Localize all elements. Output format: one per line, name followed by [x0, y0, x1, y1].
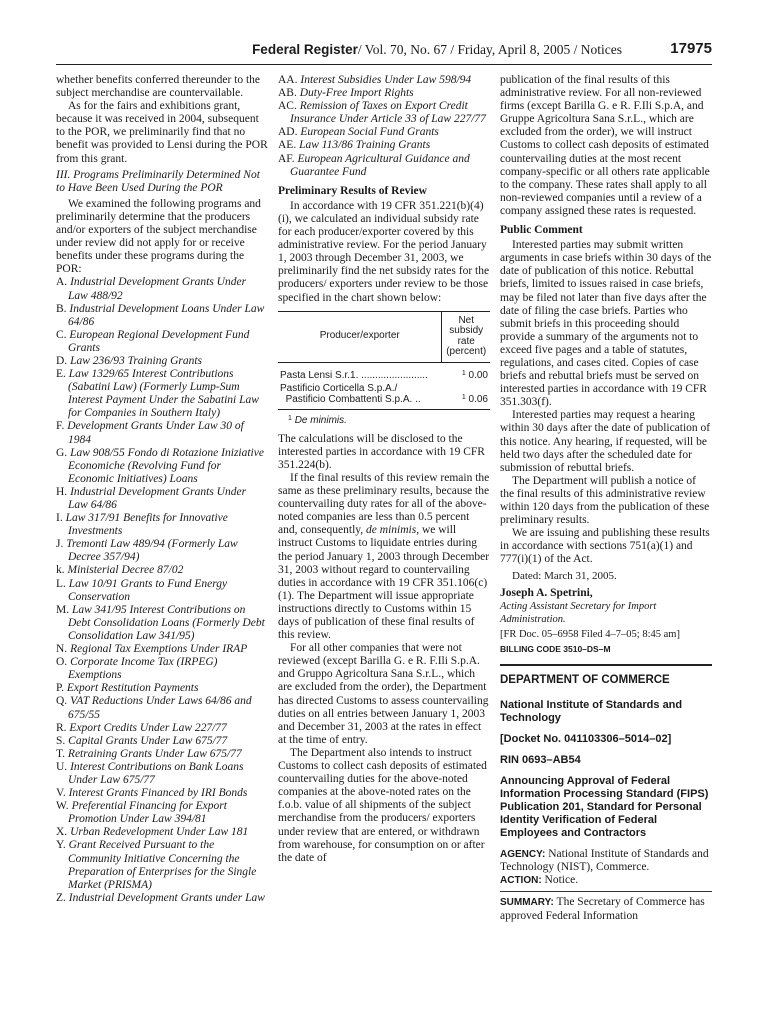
program-item: X. Urban Redevelopment Under Law 181 [56, 826, 249, 839]
header-citation [252, 42, 622, 58]
paragraph: If the final results of this review remain the same as these preliminary results, because the countervailing duty rates for all of the above-noted companies are less than 0.5 percent and, consequently, de minimis, we will instruct Customs to liquidate entries during the period January 1, 2003 through December 31, 2003 without regard to countervailing duties in accordance with 19 CFR 351.106(c)(1). The Department will issue appropriate instructions directly to Customs within 15 days of publication of these final results of this review. [278, 471, 490, 642]
program-item: k. Ministerial Decree 87/02 [56, 564, 184, 577]
producer-name: Pasta Lensi S.r.1. ........................ [280, 369, 428, 381]
paragraph: In accordance with 19 CFR 351.221(b)(4)(i), we calculated an individual subsidy rate for each producer/exporter covered by this administrative review. For the period January 1, 2003 through December 31, 2003, we preliminarily find the net subsidy rates for the producers/ exporters under review to be those specified in the chart shown below: [278, 199, 490, 304]
producer-name: Pastificio Corticella S.p.A./ Pastificio Combattenti S.p.A. .. [280, 382, 421, 405]
section-divider [500, 664, 712, 666]
summary-line: SUMMARY: The Secretary of Commerce has approved Federal Information [500, 896, 705, 922]
rin-number: RIN 0693–AB54 [500, 754, 581, 767]
table-header-rate: Net subsidy rate (percent) [442, 311, 490, 362]
program-item: R. Export Credits Under Law 227/77 [56, 721, 227, 734]
summary-rule [500, 891, 712, 892]
program-item: C. European Regional Development Fund Grants [56, 328, 250, 354]
program-item: A. Industrial Development Grants Under Law 488/92 [56, 276, 247, 302]
program-item: Y. Grant Received Pursuant to the Community Initiative Concerning the Preparation of Enterprises for the Single Market (PRISMA) [56, 839, 257, 891]
signer-name: Joseph A. Spetrini, [500, 586, 593, 599]
program-item: AA. Interest Subsidies Under Law 598/94 [278, 74, 472, 86]
program-list [278, 74, 490, 179]
billing-code: BILLING CODE 3510–DS–M [500, 643, 611, 654]
table-footnote: $^1$ De minimis. [288, 414, 347, 426]
issue-info: / Vol. 70, No. 67 / Friday, April 8, 2005 / Notices [357, 42, 622, 57]
program-item: AE. Law 113/86 Training Grants [278, 139, 431, 152]
agency-line: AGENCY: National Institute of Standards and Technology (NIST), Commerce. [500, 848, 709, 874]
program-item: L. Law 10/91 Grants to Fund Energy Conservation [56, 577, 228, 603]
program-item: Z. Industrial Development Grants under Law [56, 891, 265, 904]
program-item: E. Law 1329/65 Interest Contributions (Sabatini Law) (Formerly Lump-Sum Interest Payment Under the Sabatini Law for Companies in Southern Italy) [56, 368, 259, 420]
program-item: J. Tremonti Law 489/94 (Formerly Law Decree 357/94) [56, 538, 238, 564]
program-item: O. Corporate Income Tax (IRPEG) Exemptions [56, 656, 218, 682]
department-heading: DEPARTMENT OF COMMERCE [500, 674, 670, 687]
section-heading: Public Comment [500, 224, 583, 237]
program-item: P. Export Restitution Payments [56, 682, 199, 695]
program-item: AD. European Social Fund Grants [278, 126, 439, 139]
program-item: N. Regional Tax Exemptions Under IRAP [56, 643, 248, 656]
paragraph: whether benefits conferred thereunder to the subject merchandise are countervailable. [56, 74, 261, 100]
program-item: I. Law 317/91 Benefits for Innovative Investments [56, 512, 228, 538]
program-item: D. Law 236/93 Training Grants [56, 354, 203, 367]
column-3 [500, 74, 712, 923]
section-heading: Preliminary Results of Review [278, 184, 427, 197]
program-item: S. Capital Grants Under Law 675/77 [56, 734, 228, 747]
program-item: G. Law 908/55 Fondo di Rotazione Iniziative Economiche (Revolving Fund for Economic Initiatives) Loans [56, 446, 264, 485]
action-line: ACTION: Notice. [500, 874, 579, 887]
paragraph: The Department also intends to instruct Customs to collect cash deposits of estimated countervailing duties for the above-noted companies at the above-noted rates on the f.o.b. value of all shipments of the subject merchandise from the producers/ exporters under review that are entered, or withdrawn from warehouse, for consumption on or after the date of [278, 746, 487, 864]
program-item: B. Industrial Development Loans Under Law 64/86 [56, 302, 265, 328]
page-number: 17975 [670, 40, 712, 57]
program-item: Q. VAT Reductions Under Laws 64/86 and 675/55 [56, 695, 252, 721]
paragraph: Interested parties may submit written arguments in case briefs within 30 days of the date of publication of this notice. Rebuttal briefs, limited to issues raised in case briefs, may be filed not later than five days after the date of filing the case briefs. Parties who submit briefs in this proceeding should provide a summary of the arguments not to exceed five pages and a table of statutes, regulations, and cases cited. Copies of case briefs and rebuttal briefs must be served on interested parties in accordance with 19 CFR 351.303(f). [500, 239, 712, 409]
column-2 [278, 74, 490, 865]
program-item: V. Interest Grants Financed by IRI Bonds [56, 787, 248, 800]
program-item: AF. European Agricultural Guidance and Guarantee Fund [278, 152, 470, 178]
program-list [56, 276, 268, 905]
signer-title: Acting Assistant Secretary for Import Administration. [500, 600, 657, 625]
program-item: AB. Duty-Free Import Rights [278, 87, 414, 100]
paragraph: We are issuing and publishing these results in accordance with sections 751(a)(1) and 777(i)(1) of the Act. [500, 527, 710, 566]
dated-line: Dated: March 31, 2005. [512, 570, 617, 583]
program-item: F. Development Grants Under Law 30 of 1984 [56, 420, 244, 446]
program-item: H. Industrial Development Grants Under Law 64/86 [56, 485, 247, 511]
paragraph: publication of the final results of this administrative review. For all non-reviewed firms (except Barilla G. e R. F.Ili S.p.A, and Gruppe Agricoltura Sana S.r.L., which are excluded from the order), we will instruct Customs to collect cash deposits of estimated countervailing duties at the most recent company-specific or all others rate applicable to the company. These rates shall apply to all non-reviewed companies until a review of a company assigned these rates is requested. [500, 74, 710, 217]
paragraph: We examined the following programs and preliminarily determine that the producers and/or exporters of the subject merchandise under review did not apply for or receive benefits under these programs during the POR: [56, 197, 261, 276]
program-item: T. Retraining Grants Under Law 675/77 [56, 747, 242, 760]
agency-heading: National Institute of Standards and Technology [500, 699, 683, 725]
paragraph: For all other companies that were not reviewed (except Barilla G. e R. F.Ili S.p.A. and Gruppo Agricoltura Sana S.r.L., which are excluded from the order), the Department has directed Customs to assess countervailing duties on all entries between January 1, 2003 and December 31, 2003 at the rates in effect at the time of entry. [278, 642, 489, 746]
rate-value: $^1$ 0.00 [461, 369, 488, 381]
section-heading: III. Programs Preliminarily Determined Not to Have Been Used During the POR [56, 168, 260, 194]
paragraph: The Department will publish a notice of the final results of this administrative review within 120 days from the publication of these preliminary results. [500, 474, 710, 527]
docket-number: [Docket No. 041103306–5014–02] [500, 733, 672, 746]
column-1 [56, 74, 268, 905]
fr-doc-line: [FR Doc. 05–6958 Filed 4–7–05; 8:45 am] [500, 628, 680, 640]
program-item: M. Law 341/95 Interest Contributions on Debt Consolidation Loans (Formerly Debt Consolidation Law 341/95) [56, 603, 265, 642]
table-header-producer: Producer/exporter [278, 311, 442, 362]
paragraph: The calculations will be disclosed to the interested parties in accordance with 19 CFR 351.224(b). [278, 432, 485, 471]
journal-name: Federal Register [252, 42, 358, 57]
program-item: AC. Remission of Taxes on Export Credit Insurance Under Article 33 of Law 227/77 [278, 100, 486, 126]
paragraph: Interested parties may request a hearing within 30 days after the date of publication of this notice. Any hearing, if requested, will be held two days after the scheduled date for submission of rebuttal briefs. [500, 409, 711, 474]
table-bottom-rule [278, 409, 490, 410]
notice-title: Announcing Approval of Federal Information Processing Standard (FIPS) Publication 201, Standard for Personal Identity Verification of Federal Employees and Contractors [500, 775, 709, 840]
paragraph: As for the fairs and exhibitions grant, because it was received in 2004, subsequent to the POR, we preliminarily find that no benefit was provided to Lensi during the POR from this grant. [56, 100, 268, 165]
header-rule [56, 64, 712, 65]
table-row [278, 382, 490, 406]
subsidy-rate-table [278, 311, 490, 406]
rate-value: $^1$ 0.06 [461, 393, 488, 405]
program-item: W. Preferential Financing for Export Promotion Under Law 394/81 [56, 800, 227, 826]
page-header [56, 40, 712, 62]
program-item: U. Interest Contributions on Bank Loans Under Law 675/77 [56, 760, 244, 786]
table-row [278, 362, 490, 382]
